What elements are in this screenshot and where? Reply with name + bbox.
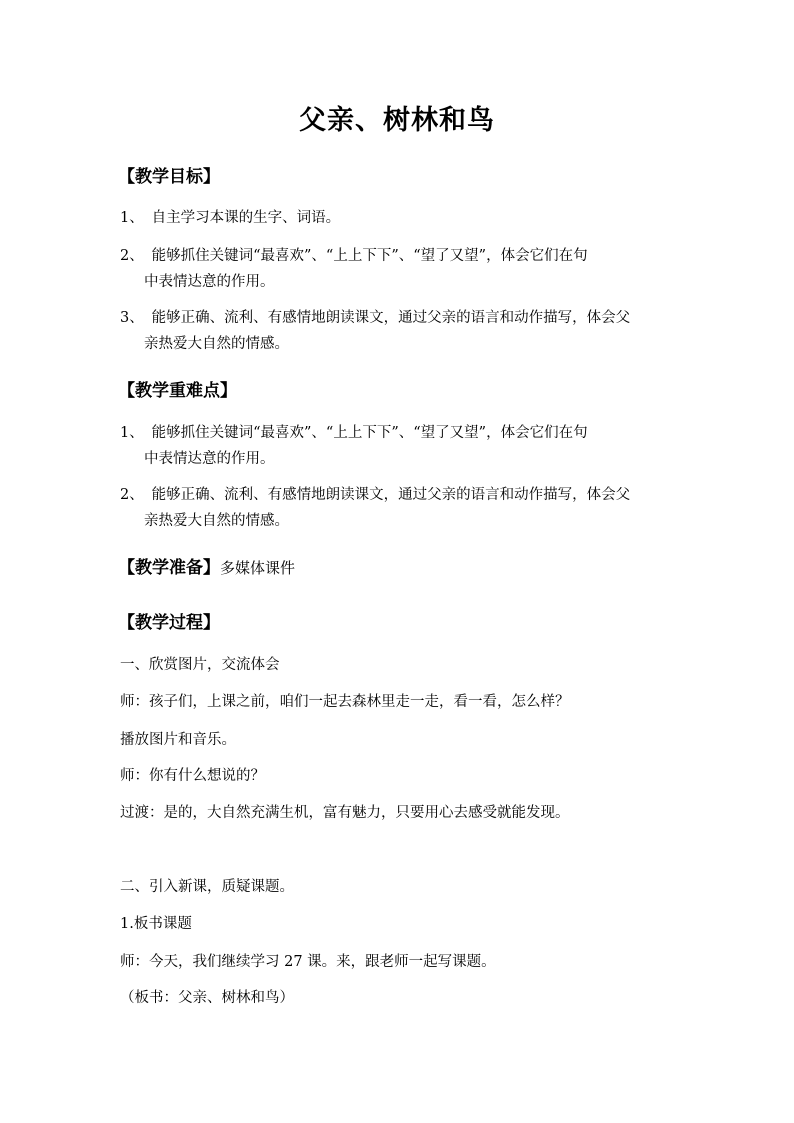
- goals-heading: 【教学目标】: [118, 167, 220, 187]
- key-point-text-cont: 亲热爱大自然的情感。: [144, 513, 289, 529]
- goal-item-number: 2、: [120, 248, 144, 264]
- goal-item-2: [120, 243, 680, 295]
- process-heading: 【教学过程】: [118, 613, 220, 633]
- goal-item-text-cont: 亲热爱大自然的情感。: [144, 336, 289, 352]
- section-2-line-3: （板书：父亲、树林和鸟）: [120, 990, 294, 1006]
- key-point-text: 能够正确、流利、有感情地朗读课文，通过父亲的语言和动作描写，体会父: [147, 487, 631, 503]
- goal-item-text: 能够抓住关键词“最喜欢”、“上上下下”、“望了又望”，体会它们在句: [147, 248, 588, 264]
- document-title: 父亲、树林和鸟: [299, 105, 495, 136]
- preparation-line: [118, 553, 295, 578]
- section-1-line-1: 师：孩子们，上课之前，咱们一起去森林里走一走，看一看，怎么样？: [120, 694, 570, 710]
- section-1-line-2: 播放图片和音乐。: [120, 732, 236, 748]
- key-point-item-1: [120, 420, 680, 472]
- key-point-text-cont: 中表情达意的作用。: [144, 451, 275, 467]
- preparation-heading: 【教学准备】: [118, 558, 220, 578]
- key-points-heading: 【教学重难点】: [118, 381, 237, 401]
- preparation-text: 多媒体课件: [220, 559, 296, 577]
- section-2-line-1: 1.板书课题: [120, 916, 192, 932]
- key-point-item-2: [120, 482, 680, 534]
- section-1-title: 一、欣赏图片，交流体会: [120, 657, 280, 673]
- goal-item-text: 自主学习本课的生字、词语。: [147, 210, 341, 226]
- section-1-line-4: 过渡：是的，大自然充满生机，富有魅力，只要用心去感受就能发现。: [120, 805, 570, 821]
- goal-item-3: [120, 305, 680, 357]
- section-1-line-3: 师：你有什么想说的？: [120, 768, 265, 784]
- goal-item-number: 3、: [120, 310, 144, 326]
- section-2-line-2: 师：今天，我们继续学习 27 课。来，跟老师一起写课题。: [120, 954, 496, 970]
- key-point-number: 1、: [120, 425, 144, 441]
- goal-item-text: 能够正确、流利、有感情地朗读课文，通过父亲的语言和动作描写，体会父: [147, 310, 631, 326]
- goal-item-number: 1、: [120, 210, 144, 226]
- goal-item-1: [120, 205, 680, 231]
- goal-item-text-cont: 中表情达意的作用。: [144, 274, 275, 290]
- key-point-number: 2、: [120, 487, 144, 503]
- key-point-text: 能够抓住关键词“最喜欢”、“上上下下”、“望了又望”，体会它们在句: [147, 425, 588, 441]
- section-2-title: 二、引入新课，质疑课题。: [120, 879, 294, 895]
